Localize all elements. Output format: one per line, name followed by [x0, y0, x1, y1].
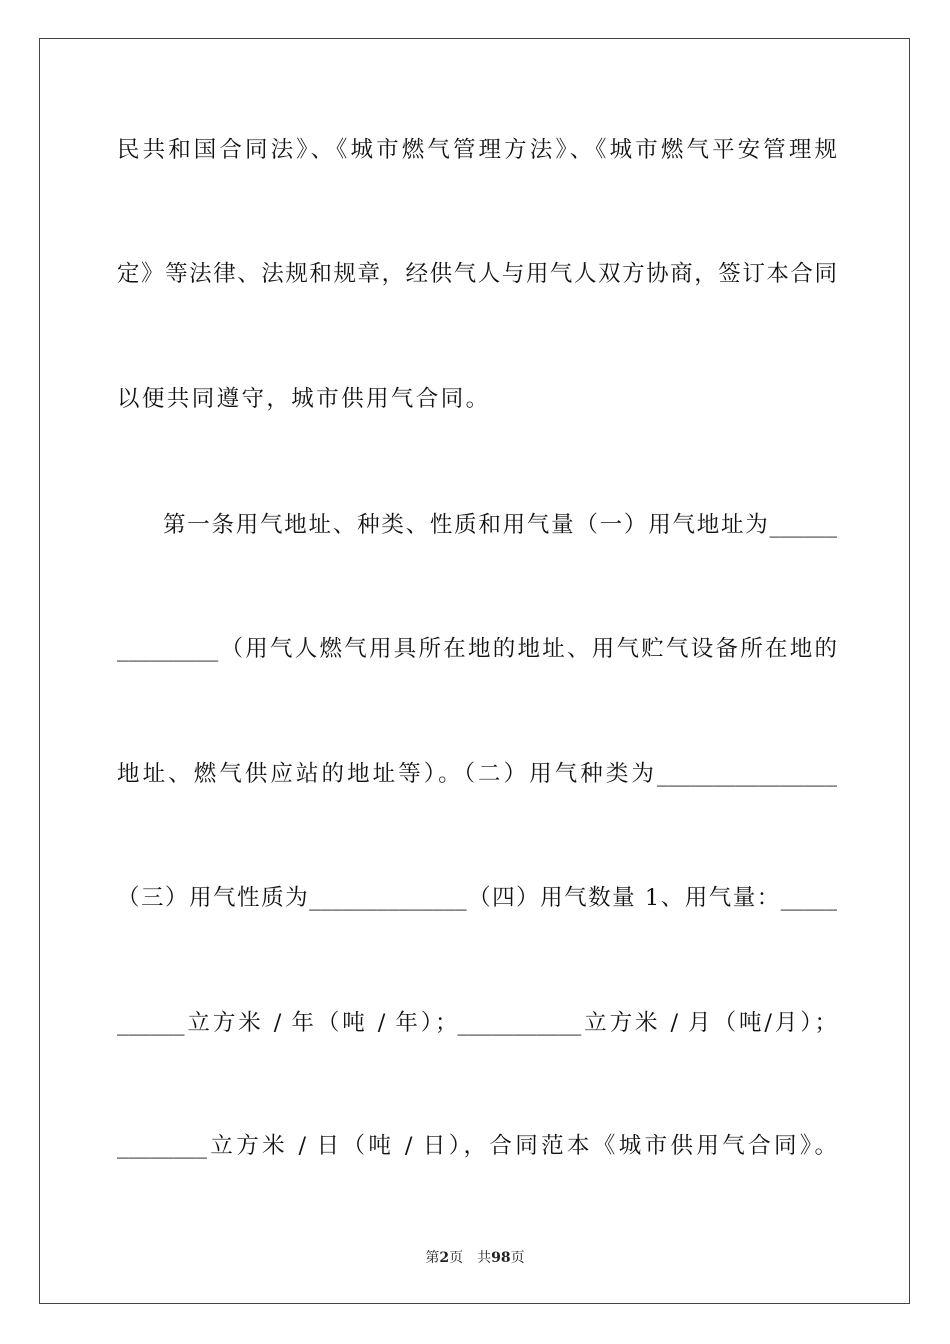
- page-footer: [0, 1247, 950, 1267]
- page-suffix: 页: [449, 1250, 464, 1266]
- body-line-5: _________（用气人燃气用具所在地的地址、用气贮气设备所在地的: [117, 636, 837, 662]
- page-number: 2: [439, 1250, 450, 1266]
- total-prefix: 共: [477, 1250, 492, 1266]
- body-line-9: ________立方米 / 日（吨 / 日），合同范本《城市供用气合同》。: [117, 1133, 837, 1159]
- document-page: [39, 38, 910, 1304]
- page-prefix: 第: [425, 1250, 440, 1266]
- body-line-7: （三）用气性质为______________（四）用气数量 1、用气量：_____: [117, 885, 837, 911]
- body-line-4: 第一条用气地址、种类、性质和用气量（一）用气地址为______: [163, 512, 837, 538]
- total-suffix: 页: [510, 1250, 525, 1266]
- body-line-2: 定》等法律、法规和规章，经供气人与用气人双方协商，签订本合同: [117, 261, 837, 287]
- body-line-8: ______立方米 / 年（吨 / 年）；___________立方米 / 月（吨/月）；: [117, 1010, 837, 1036]
- body-line-3: 以便共同遵守，城市供用气合同。: [117, 386, 491, 412]
- body-line-6: 地址、燃气供应站的地址等）。（二）用气种类为________________: [117, 761, 837, 787]
- body-line-1: 民共和国合同法》、《城市燃气管理方法》、《城市燃气平安管理规: [117, 137, 837, 163]
- total-pages: 98: [491, 1250, 511, 1266]
